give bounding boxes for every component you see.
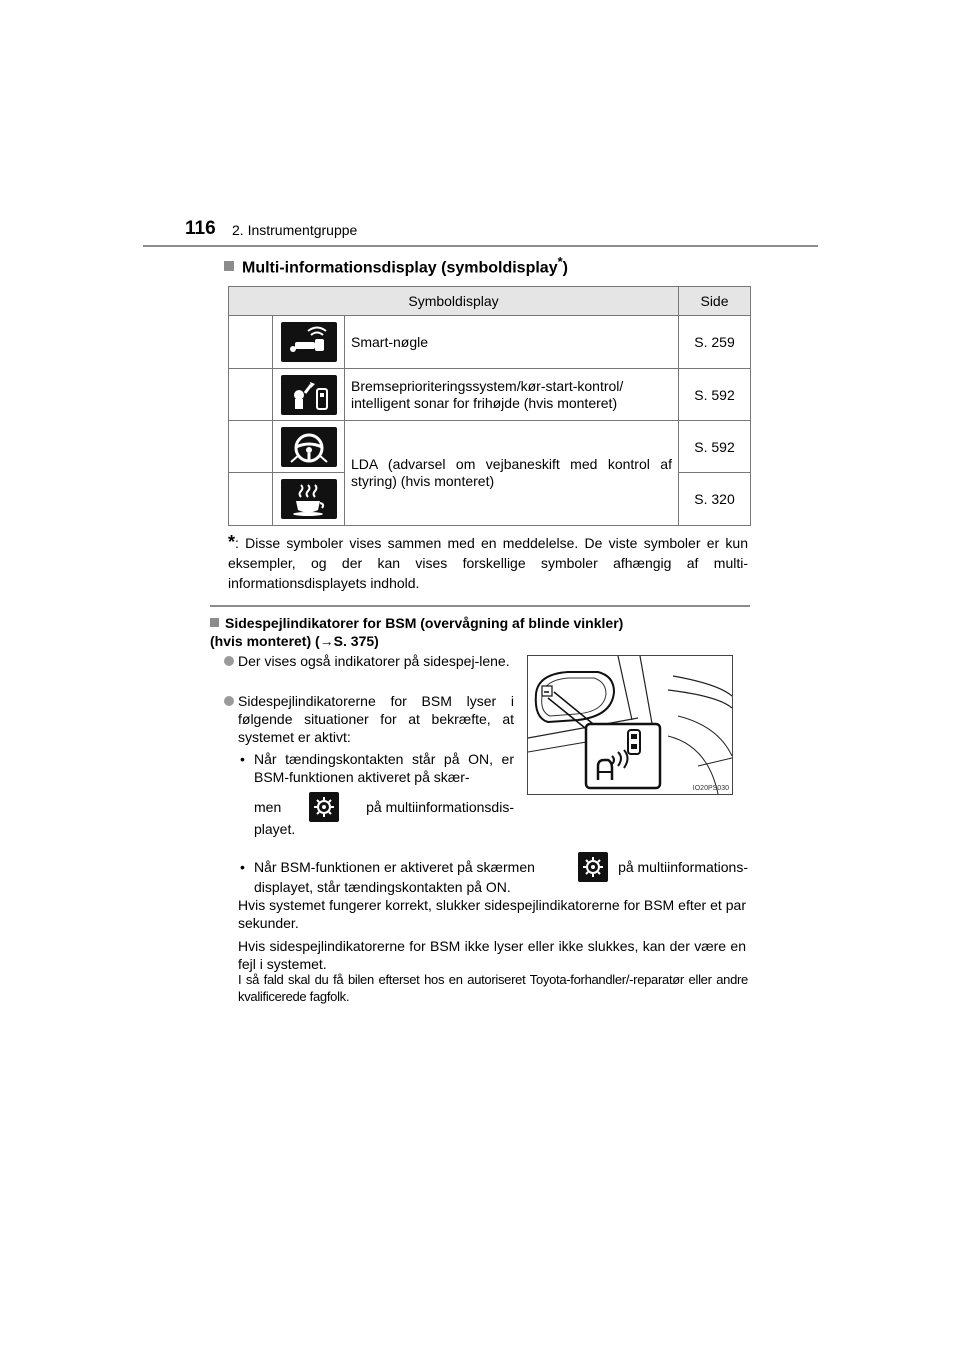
sub2-a: Når BSM-funktionen er aktiveret på skærmen bbox=[254, 859, 535, 875]
list-item bbox=[224, 652, 514, 670]
bsm-title bbox=[210, 614, 623, 650]
page-number: 116 bbox=[185, 218, 216, 239]
brake-priority-icon bbox=[281, 375, 337, 415]
symbol-table bbox=[228, 286, 751, 526]
smart-key-icon bbox=[281, 322, 337, 362]
sub1-c: playet. bbox=[254, 821, 296, 837]
bullet-icon bbox=[224, 696, 234, 706]
icon-cell bbox=[273, 473, 345, 526]
section-title-mark: * bbox=[557, 254, 563, 269]
list-item bbox=[224, 692, 514, 746]
bullet1-text: Der vises også indikatorer på sidespej-lene. bbox=[238, 653, 510, 669]
bullet-icon bbox=[224, 656, 234, 666]
bsm-mirror-illustration bbox=[527, 655, 733, 795]
icon-cell bbox=[273, 369, 345, 421]
icon-cell bbox=[273, 316, 345, 369]
sub1-b: på multiinformationsdis- bbox=[366, 799, 514, 815]
section-title bbox=[224, 254, 568, 277]
row-page: S. 259 bbox=[679, 316, 751, 369]
row-page: S. 592 bbox=[679, 421, 751, 473]
section-divider bbox=[210, 605, 750, 607]
col-symbol-header: Symboldisplay bbox=[229, 287, 679, 316]
table-row bbox=[229, 316, 751, 369]
table-row bbox=[229, 421, 751, 473]
list-item bbox=[240, 750, 514, 786]
footnote-text: : Disse symboler vises sammen med en meddelelse. De viste symboler er kun eksempler, og der kan vises forskellige symboler afhængig af multi-informationsdisplayets indhold. bbox=[228, 535, 748, 591]
sub1-text: Når tændingskontakten står på ON, er BSM-funktionen aktiveret på skær- bbox=[254, 751, 514, 785]
section-square-icon bbox=[224, 261, 234, 271]
footnote-mark: * bbox=[228, 532, 236, 552]
row-desc: LDA (advarsel om vejbaneskift med kontrol af styring) (hvis monteret) bbox=[345, 421, 679, 526]
settings-gear-icon bbox=[578, 852, 608, 882]
steering-wheel-icon bbox=[281, 427, 337, 467]
bsm-title-line2: (hvis monteret) (→S. 375) bbox=[210, 633, 379, 649]
row-desc: Smart-nøgle bbox=[345, 316, 679, 369]
row-desc: Bremseprioriteringssystem/kør-start-kontrol/ intelligent sonar for frihøjde (hvis monteret) bbox=[345, 369, 679, 421]
footnote bbox=[228, 532, 748, 593]
settings-gear-icon bbox=[309, 792, 339, 822]
header-divider bbox=[143, 245, 818, 247]
sub1-men: men bbox=[254, 799, 282, 815]
row-page: S. 320 bbox=[679, 473, 751, 526]
chapter-title: 2. Instrumentgruppe bbox=[232, 222, 358, 238]
bsm-para-1: Hvis systemet fungerer korrekt, slukker sidespejlindikatorerne for BSM efter et par sekunder. bbox=[238, 897, 746, 931]
bullet2-text: Sidespejlindikatorerne for BSM lyser i følgende situationer for at bekræfte, at systemet er aktivt: bbox=[238, 693, 514, 745]
coffee-cup-icon bbox=[281, 479, 337, 519]
sub2-b: på multiinformations- bbox=[618, 859, 748, 875]
figure-code: IO20PS030 bbox=[692, 785, 729, 792]
bsm-para-2: Hvis sidespejlindikatorerne for BSM ikke lyser eller ikke slukkes, kan der være en fejl i systemet. bbox=[238, 938, 746, 972]
section-title-text: Multi-informationsdisplay (symboldisplay bbox=[242, 259, 558, 277]
table-header-row bbox=[229, 287, 751, 316]
table-row bbox=[229, 369, 751, 421]
sub1-icon-line bbox=[254, 792, 514, 822]
bsm-title-line1: Sidespejlindikatorer for BSM (overvågning af blinde vinkler) bbox=[225, 615, 624, 631]
sub2-c: displayet, står tændingskontakten på ON. bbox=[254, 879, 511, 895]
bsm-para-3: I så fald skal du få bilen efterset hos en autoriseret Toyota-forhandler/-reparatør eller andre kvalificerede fagfolk. bbox=[238, 972, 748, 1004]
sub-bullet: • bbox=[240, 751, 245, 767]
blank-cell bbox=[229, 316, 273, 369]
blank-cell bbox=[229, 421, 273, 473]
row-page: S. 592 bbox=[679, 369, 751, 421]
sub-bullet: • bbox=[240, 859, 245, 875]
col-page-header: Side bbox=[679, 287, 751, 316]
icon-cell bbox=[273, 421, 345, 473]
section-title-close: ) bbox=[562, 259, 568, 277]
subsection-square-icon bbox=[210, 618, 219, 627]
blank-cell bbox=[229, 473, 273, 526]
blank-cell bbox=[229, 369, 273, 421]
